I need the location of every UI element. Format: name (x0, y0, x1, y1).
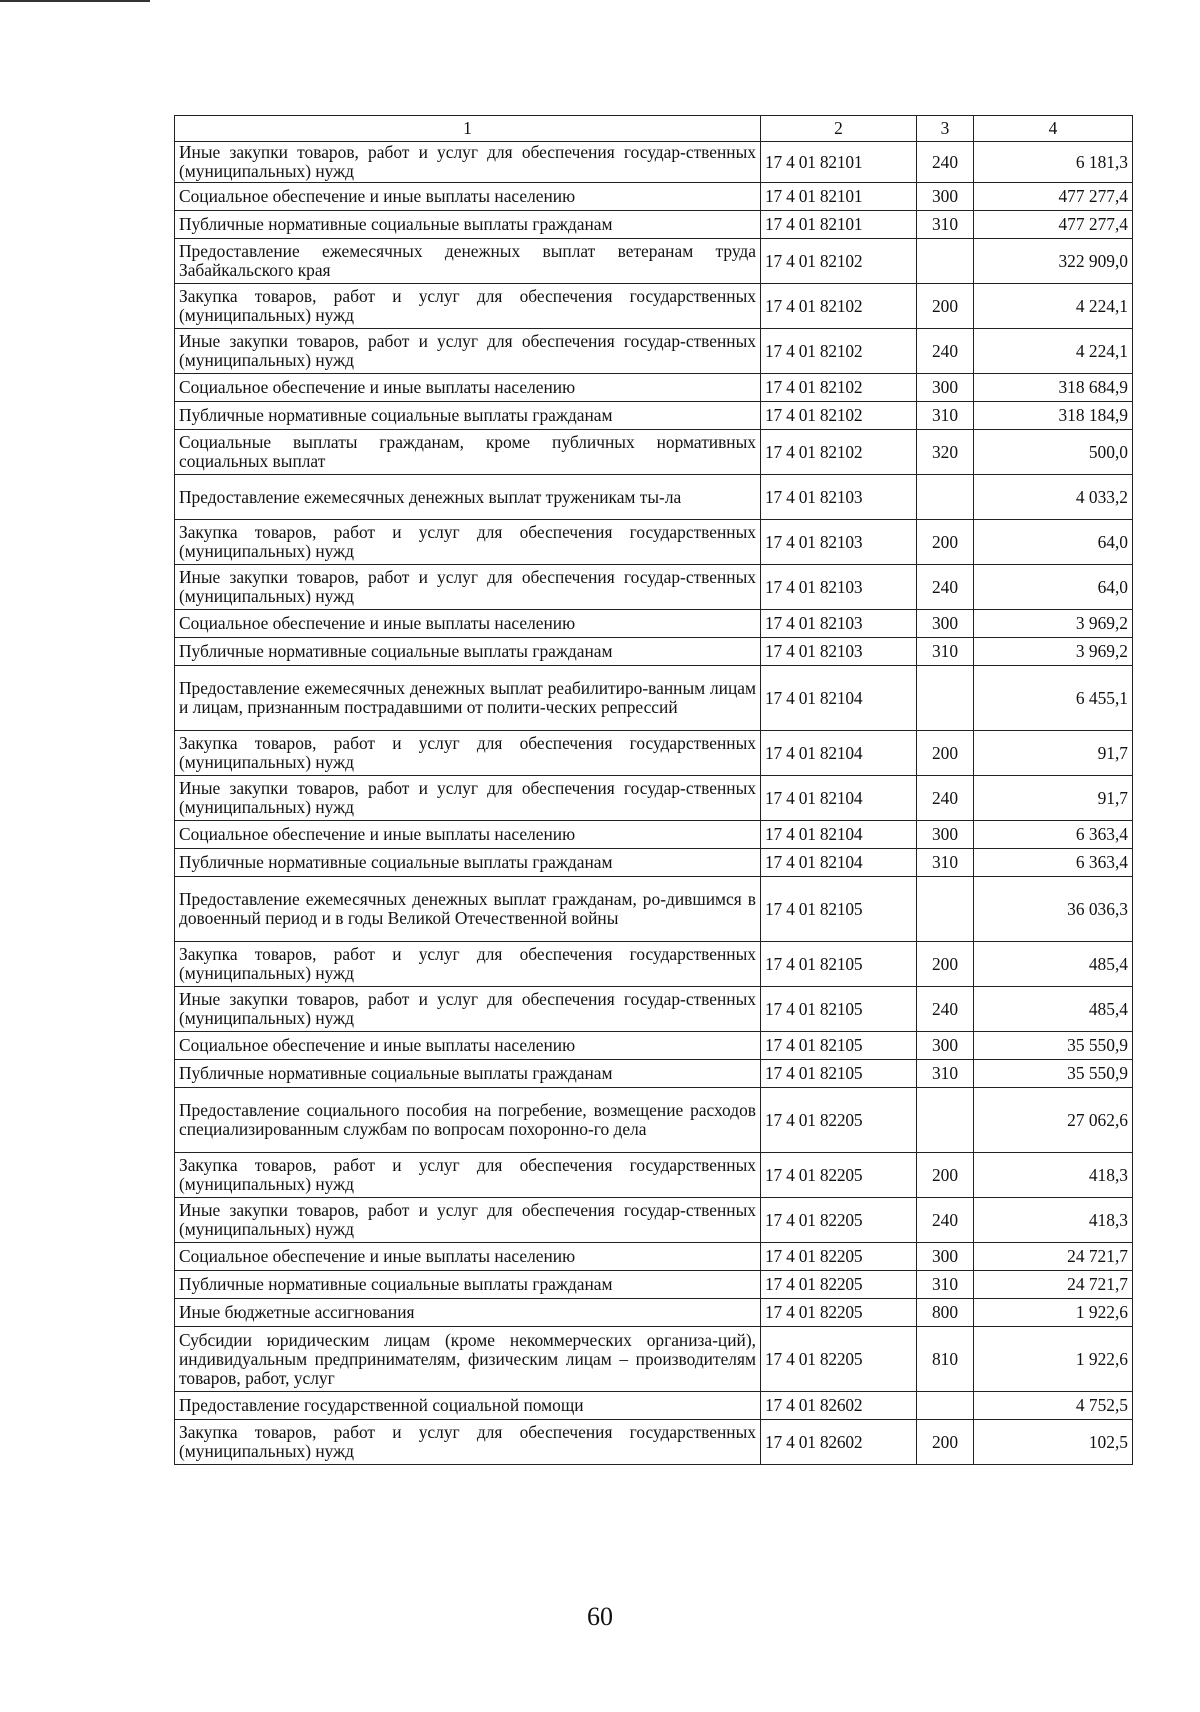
cell-code: 17 4 01 82205 (761, 1271, 917, 1299)
table-row (175, 1243, 1133, 1271)
table-row (175, 638, 1133, 666)
table-row (175, 821, 1133, 849)
cell-name: Закупка товаров, работ и услуг для обеспечения государственных (муниципальных) нужд (175, 1420, 761, 1465)
cell-type: 200 (917, 731, 974, 776)
cell-amount: 27 062,6 (974, 1088, 1133, 1153)
cell-code: 17 4 01 82205 (761, 1198, 917, 1243)
cell-code: 17 4 01 82101 (761, 183, 917, 211)
cell-code: 17 4 01 82103 (761, 638, 917, 666)
table-row (175, 1153, 1133, 1198)
table-row (175, 1420, 1133, 1465)
cell-name: Социальное обеспечение и иные выплаты населению (175, 610, 761, 638)
cell-amount: 24 721,7 (974, 1271, 1133, 1299)
cell-name: Социальные выплаты гражданам, кроме публичных нормативных социальных выплат (175, 430, 761, 475)
table-row (175, 1327, 1133, 1392)
table-row (175, 284, 1133, 329)
table-row (175, 849, 1133, 877)
cell-code: 17 4 01 82105 (761, 1060, 917, 1088)
cell-code: 17 4 01 82103 (761, 520, 917, 565)
cell-amount: 4 224,1 (974, 284, 1133, 329)
cell-code: 17 4 01 82103 (761, 565, 917, 610)
cell-code: 17 4 01 82101 (761, 211, 917, 239)
cell-name: Публичные нормативные социальные выплаты гражданам (175, 211, 761, 239)
cell-type: 200 (917, 942, 974, 987)
cell-name: Закупка товаров, работ и услуг для обеспечения государственных (муниципальных) нужд (175, 731, 761, 776)
cell-code: 17 4 01 82103 (761, 475, 917, 520)
cell-type: 300 (917, 374, 974, 402)
cell-amount: 6 455,1 (974, 666, 1133, 731)
table-row (175, 731, 1133, 776)
cell-code: 17 4 01 82105 (761, 877, 917, 942)
cell-name: Публичные нормативные социальные выплаты гражданам (175, 1271, 761, 1299)
cell-code: 17 4 01 82104 (761, 776, 917, 821)
cell-amount: 64,0 (974, 520, 1133, 565)
cell-amount: 24 721,7 (974, 1243, 1133, 1271)
cell-name: Публичные нормативные социальные выплаты гражданам (175, 849, 761, 877)
cell-name: Иные бюджетные ассигнования (175, 1299, 761, 1327)
page-number: 60 (587, 1602, 613, 1631)
header-col-4: 4 (974, 116, 1133, 142)
cell-amount: 35 550,9 (974, 1032, 1133, 1060)
cell-name: Публичные нормативные социальные выплаты гражданам (175, 402, 761, 430)
cell-type: 200 (917, 1153, 974, 1198)
cell-type: 810 (917, 1327, 974, 1392)
cell-amount: 485,4 (974, 987, 1133, 1032)
table-row (175, 142, 1133, 183)
cell-amount: 91,7 (974, 776, 1133, 821)
cell-amount: 6 181,3 (974, 142, 1133, 183)
cell-name: Социальное обеспечение и иные выплаты населению (175, 821, 761, 849)
cell-type (917, 475, 974, 520)
table-row (175, 1198, 1133, 1243)
table-row (175, 942, 1133, 987)
cell-amount: 102,5 (974, 1420, 1133, 1465)
table-row (175, 1088, 1133, 1153)
cell-name: Предоставление ежемесячных денежных выплат ветеранам труда Забайкальского края (175, 239, 761, 284)
cell-name: Социальное обеспечение и иные выплаты населению (175, 1243, 761, 1271)
cell-name: Закупка товаров, работ и услуг для обеспечения государственных (муниципальных) нужд (175, 284, 761, 329)
table-row (175, 610, 1133, 638)
cell-name: Публичные нормативные социальные выплаты гражданам (175, 1060, 761, 1088)
cell-type (917, 1392, 974, 1420)
cell-type: 320 (917, 430, 974, 475)
cell-amount: 4 033,2 (974, 475, 1133, 520)
cell-name: Иные закупки товаров, работ и услуг для обеспечения государ-ственных (муниципальных) нужд (175, 776, 761, 821)
table-row (175, 329, 1133, 374)
cell-code: 17 4 01 82205 (761, 1153, 917, 1198)
cell-type: 300 (917, 1032, 974, 1060)
cell-amount: 500,0 (974, 430, 1133, 475)
cell-code: 17 4 01 82205 (761, 1327, 917, 1392)
cell-code: 17 4 01 82102 (761, 430, 917, 475)
cell-name: Предоставление государственной социальной помощи (175, 1392, 761, 1420)
cell-name: Социальное обеспечение и иные выплаты населению (175, 183, 761, 211)
cell-code: 17 4 01 82104 (761, 849, 917, 877)
cell-name: Закупка товаров, работ и услуг для обеспечения государственных (муниципальных) нужд (175, 1153, 761, 1198)
cell-code: 17 4 01 82103 (761, 610, 917, 638)
cell-type: 310 (917, 849, 974, 877)
cell-amount: 418,3 (974, 1153, 1133, 1198)
table-row (175, 877, 1133, 942)
table-row (175, 776, 1133, 821)
cell-type: 310 (917, 638, 974, 666)
table-row (175, 520, 1133, 565)
cell-amount: 4 752,5 (974, 1392, 1133, 1420)
cell-type: 800 (917, 1299, 974, 1327)
table-row (175, 666, 1133, 731)
cell-code: 17 4 01 82102 (761, 402, 917, 430)
cell-amount: 4 224,1 (974, 329, 1133, 374)
cell-type: 300 (917, 183, 974, 211)
cell-type: 300 (917, 610, 974, 638)
cell-code: 17 4 01 82104 (761, 821, 917, 849)
table-row (175, 374, 1133, 402)
cell-type: 240 (917, 329, 974, 374)
cell-type: 240 (917, 142, 974, 183)
header-row (175, 116, 1133, 142)
cell-type: 200 (917, 520, 974, 565)
table-row (175, 565, 1133, 610)
cell-amount: 485,4 (974, 942, 1133, 987)
table-row (175, 1271, 1133, 1299)
cell-type: 300 (917, 1243, 974, 1271)
header-col-1: 1 (175, 116, 761, 142)
table-row (175, 183, 1133, 211)
cell-type: 310 (917, 402, 974, 430)
cell-code: 17 4 01 82105 (761, 942, 917, 987)
cell-name: Иные закупки товаров, работ и услуг для обеспечения государ-ственных (муниципальных) нужд (175, 565, 761, 610)
cell-name: Социальное обеспечение и иные выплаты населению (175, 374, 761, 402)
cell-type: 200 (917, 284, 974, 329)
cell-type: 240 (917, 776, 974, 821)
table-row (175, 239, 1133, 284)
budget-allocation-table (174, 115, 1133, 1465)
cell-name: Предоставление ежемесячных денежных выплат гражданам, ро-дившимся в довоенный период и в годы Великой Отечественной войны (175, 877, 761, 942)
cell-name: Социальное обеспечение и иные выплаты населению (175, 1032, 761, 1060)
table-row (175, 475, 1133, 520)
cell-name: Иные закупки товаров, работ и услуг для обеспечения государ-ственных (муниципальных) нужд (175, 329, 761, 374)
cell-name: Предоставление социального пособия на погребение, возмещение расходов специализированным службам по вопросам похоронно-го дела (175, 1088, 761, 1153)
cell-amount: 36 036,3 (974, 877, 1133, 942)
cell-amount: 418,3 (974, 1198, 1133, 1243)
header-col-3: 3 (917, 116, 974, 142)
cell-name: Публичные нормативные социальные выплаты гражданам (175, 638, 761, 666)
cell-type (917, 877, 974, 942)
cell-code: 17 4 01 82205 (761, 1299, 917, 1327)
table-row (175, 1032, 1133, 1060)
cell-type: 240 (917, 565, 974, 610)
cell-code: 17 4 01 82105 (761, 987, 917, 1032)
table-header (175, 116, 1133, 142)
cell-amount: 318 684,9 (974, 374, 1133, 402)
cell-code: 17 4 01 82104 (761, 666, 917, 731)
cell-amount: 91,7 (974, 731, 1133, 776)
cell-code: 17 4 01 82602 (761, 1392, 917, 1420)
cell-amount: 64,0 (974, 565, 1133, 610)
cell-type: 240 (917, 987, 974, 1032)
cell-amount: 6 363,4 (974, 821, 1133, 849)
table-row (175, 1299, 1133, 1327)
cell-amount: 1 922,6 (974, 1327, 1133, 1392)
cell-code: 17 4 01 82205 (761, 1088, 917, 1153)
cell-type: 240 (917, 1198, 974, 1243)
cell-name: Закупка товаров, работ и услуг для обеспечения государственных (муниципальных) нужд (175, 942, 761, 987)
cell-code: 17 4 01 82602 (761, 1420, 917, 1465)
cell-name: Субсидии юридическим лицам (кроме некоммерческих организа-ций), индивидуальным предпринимателям, физическим лицам – производителям товаров, работ, услуг (175, 1327, 761, 1392)
cell-type: 310 (917, 1060, 974, 1088)
header-col-2: 2 (761, 116, 917, 142)
cell-type (917, 666, 974, 731)
cell-type: 310 (917, 1271, 974, 1299)
cell-amount: 477 277,4 (974, 211, 1133, 239)
cell-code: 17 4 01 82102 (761, 284, 917, 329)
table-row (175, 402, 1133, 430)
cell-name: Иные закупки товаров, работ и услуг для обеспечения государ-ственных (муниципальных) нужд (175, 1198, 761, 1243)
cell-amount: 3 969,2 (974, 638, 1133, 666)
cell-type (917, 1088, 974, 1153)
table-row (175, 430, 1133, 475)
cell-name: Иные закупки товаров, работ и услуг для обеспечения государ-ственных (муниципальных) нужд (175, 142, 761, 183)
cell-name: Предоставление ежемесячных денежных выплат реабилитиро-ванным лицам и лицам, признанным пострадавшими от полити-ческих репрессий (175, 666, 761, 731)
cell-code: 17 4 01 82105 (761, 1032, 917, 1060)
cell-code: 17 4 01 82102 (761, 239, 917, 284)
table-row (175, 1392, 1133, 1420)
cell-code: 17 4 01 82101 (761, 142, 917, 183)
table-body (175, 142, 1133, 1465)
scan-edge-line (0, 0, 150, 2)
cell-type: 300 (917, 821, 974, 849)
cell-name: Предоставление ежемесячных денежных выплат труженикам ты-ла (175, 475, 761, 520)
cell-type: 200 (917, 1420, 974, 1465)
cell-name: Иные закупки товаров, работ и услуг для обеспечения государ-ственных (муниципальных) нужд (175, 987, 761, 1032)
cell-amount: 477 277,4 (974, 183, 1133, 211)
table-row (175, 211, 1133, 239)
cell-type: 310 (917, 211, 974, 239)
cell-amount: 6 363,4 (974, 849, 1133, 877)
cell-code: 17 4 01 82102 (761, 329, 917, 374)
cell-code: 17 4 01 82104 (761, 731, 917, 776)
table-row (175, 1060, 1133, 1088)
cell-amount: 35 550,9 (974, 1060, 1133, 1088)
cell-type (917, 239, 974, 284)
cell-amount: 1 922,6 (974, 1299, 1133, 1327)
cell-amount: 3 969,2 (974, 610, 1133, 638)
cell-amount: 322 909,0 (974, 239, 1133, 284)
cell-code: 17 4 01 82205 (761, 1243, 917, 1271)
table-row (175, 987, 1133, 1032)
cell-amount: 318 184,9 (974, 402, 1133, 430)
cell-code: 17 4 01 82102 (761, 374, 917, 402)
cell-name: Закупка товаров, работ и услуг для обеспечения государственных (муниципальных) нужд (175, 520, 761, 565)
